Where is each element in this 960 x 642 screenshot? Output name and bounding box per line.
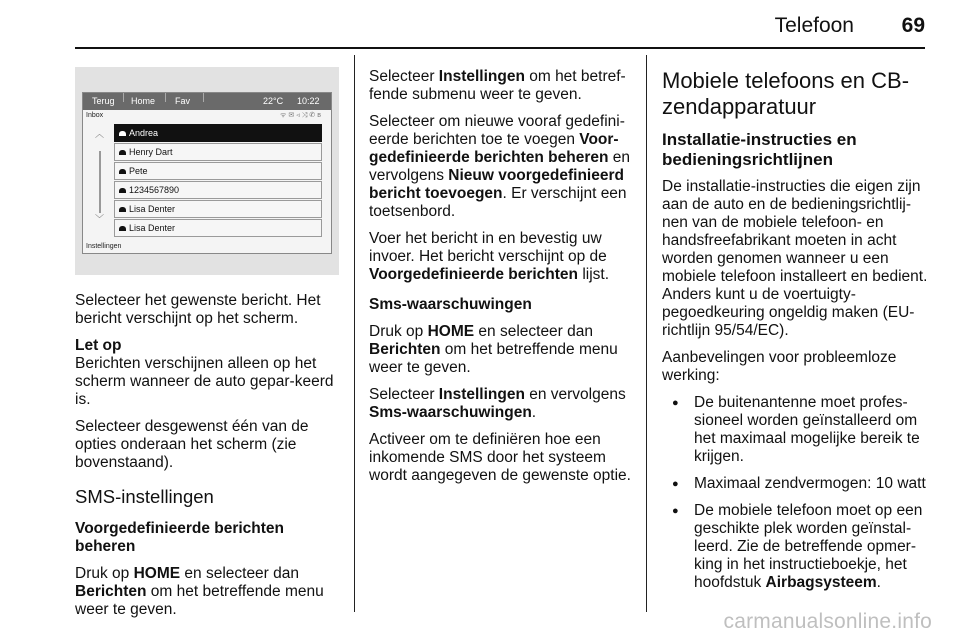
- signal-icon: ᯤ: [280, 112, 289, 119]
- contact-row-lisa-denter-2: [114, 219, 322, 237]
- subheading: Sms-waarschuwingen: [369, 296, 532, 313]
- paragraph: Druk op HOME en selecteer dan Berichten om het betreffende menu weer te geven.: [369, 323, 618, 376]
- contact-icon: [119, 131, 126, 136]
- bullet-item: ● De mobiele telefoon moet op een geschikte plek worden geïnstal-leerd. Zie de betreffende opmer-king in het instructieboekje, het hoofdstuk Airbagsysteem.: [672, 502, 928, 592]
- paragraph: Voer het bericht in en bevestig uw invoer. Het bericht verschijnt op de Voorgedefinieerde berichten lijst.: [369, 230, 610, 283]
- contact-icon: [119, 188, 126, 193]
- paragraph: Druk op HOME en selecteer dan Berichten om het betreffende menu weer te geven.: [75, 565, 324, 618]
- contact-name: Lisa Denter: [129, 204, 176, 214]
- tab-terug: Terug: [92, 96, 115, 106]
- clock-display: 10:22: [297, 96, 320, 106]
- contact-name: 1234567890: [129, 185, 180, 195]
- infotainment-screenshot: [75, 67, 339, 275]
- paragraph: De installatie-instructies die eigen zijn aan de auto en de bedieningsrichtlij-nen van de mobiele telefoon- en handsfreefabrikant moeten in acht worden genomen wanneer u een mobiele telefoon installeert en bedient. Anders kunt u de voertuigty-pegoedkeuring ongeldig maken (EU-richtlijn 95/54/EC).: [662, 178, 928, 339]
- contact-name: Pete: [129, 166, 148, 176]
- section-heading: Installatie-instructies en bedieningsrichtlijnen: [662, 130, 857, 169]
- scroll-up-icon: ︿: [95, 129, 105, 139]
- contact-row-henry-dart: [114, 143, 322, 161]
- tab-separator: [203, 93, 204, 102]
- phone-icon: ✆: [309, 112, 318, 119]
- bullet-item: ● De buitenantenne moet profes-sioneel worden geïnstalleerd om het maximaal mogelijke bereik te krijgen.: [672, 394, 928, 466]
- tab-separator: [165, 93, 166, 102]
- contact-icon: [119, 226, 126, 231]
- bluetooth-icon: ʙ: [317, 112, 323, 119]
- message-icon: ✉: [288, 112, 297, 119]
- section-heading: SMS-instellingen: [75, 486, 214, 507]
- contact-row-number: [114, 181, 322, 199]
- inbox-label: Inbox: [86, 112, 104, 119]
- contact-name: Andrea: [129, 128, 159, 138]
- subheading: Voorgedefinieerde berichten beheren: [75, 520, 285, 555]
- tab-fav: Fav: [175, 96, 191, 106]
- contact-name: Henry Dart: [129, 147, 173, 157]
- contact-row-andrea: [114, 124, 322, 142]
- display-top-bar: [83, 93, 331, 110]
- bullet-item: ● Maximaal zendvermogen: 10 watt: [672, 475, 928, 493]
- paragraph: Activeer om te definiëren hoe een inkomende SMS door het systeem wordt aangegeven de gewenste optie.: [369, 431, 631, 484]
- volume-icon: ◃: [296, 112, 302, 119]
- contact-icon: [119, 169, 126, 174]
- header-rule: [75, 47, 925, 49]
- paragraph: Selecteer Instellingen en vervolgens Sms-waarschuwingen.: [369, 386, 626, 421]
- tab-home: Home: [131, 96, 156, 106]
- paragraph: Selecteer Instellingen om het betref-fende submenu weer te geven.: [369, 68, 626, 103]
- settings-soft-key: Instellingen: [86, 243, 122, 250]
- note-title: Let op: [75, 337, 122, 354]
- column-divider-1: [354, 55, 355, 612]
- temperature-display: 22°C: [263, 96, 284, 106]
- column-2: [369, 68, 637, 494]
- status-icons: [280, 111, 323, 120]
- column-divider-2: [646, 55, 647, 612]
- contact-row-lisa-denter: [114, 200, 322, 218]
- note-text: Berichten verschijnen alleen op het scherm wanneer de auto gepar-keerd is.: [75, 355, 334, 408]
- chapter-heading: Mobiele telefoons en CB-zendapparatuur: [662, 68, 910, 119]
- shuffle-icon: ⤨: [301, 112, 310, 119]
- watermark: carmanualsonline.info: [723, 610, 932, 633]
- paragraph: Selecteer om nieuwe vooraf gedefini-eerde berichten toe te voegen Voor-gedefinieerde berichten beheren en vervolgens Nieuw voorgedefinieerd bericht toevoegen. Er verschijnt een toetsenbord.: [369, 113, 631, 220]
- paragraph: Aanbevelingen voor probleemloze werking:: [662, 349, 897, 384]
- page-section-title: Telefoon: [774, 14, 854, 37]
- page-number: 69: [901, 14, 925, 37]
- column-3: [662, 68, 928, 601]
- column-1: [75, 292, 343, 628]
- tab-separator: [123, 93, 124, 102]
- display-screen: [82, 92, 332, 254]
- contact-icon: [119, 150, 126, 155]
- contact-icon: [119, 207, 126, 212]
- paragraph: Selecteer desgewenst één van de opties onderaan het scherm (zie bovenstaand).: [75, 418, 309, 471]
- scrollbar-track: [99, 151, 101, 213]
- contact-row-pete: [114, 162, 322, 180]
- contact-list: [114, 124, 322, 238]
- paragraph: Selecteer het gewenste bericht. Het bericht verschijnt op het scherm.: [75, 292, 321, 327]
- scroll-down-icon: ﹀: [95, 214, 105, 224]
- contact-name: Lisa Denter: [129, 223, 176, 233]
